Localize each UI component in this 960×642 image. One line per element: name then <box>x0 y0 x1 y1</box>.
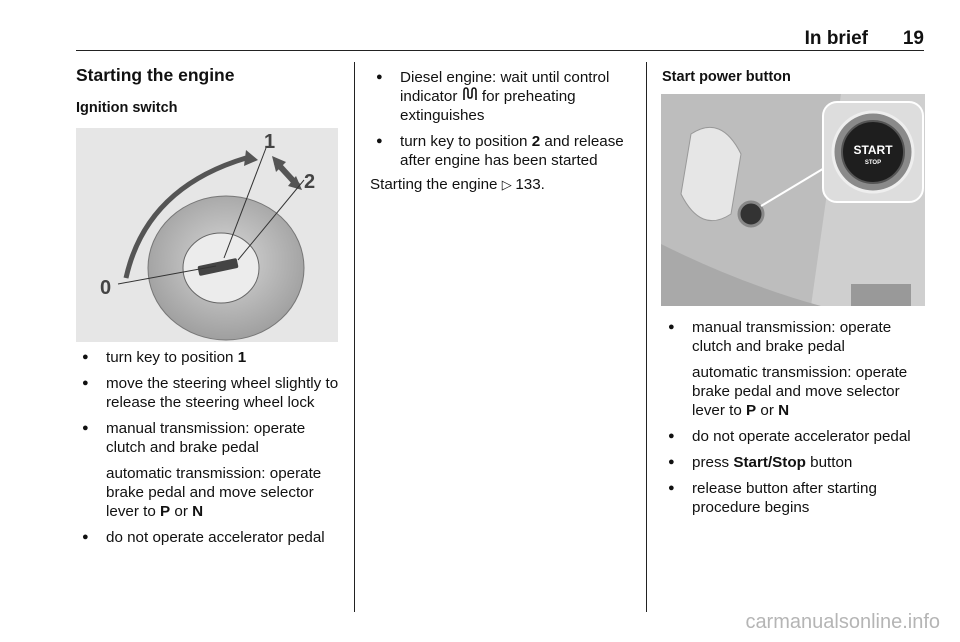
page-reference-link[interactable]: 133. <box>515 176 545 194</box>
start-button-illustration <box>661 94 925 306</box>
list-item: ● Diesel engine: wait until control indicator for preheating extinguishes <box>370 68 638 125</box>
section-heading: Starting the engine <box>76 65 235 85</box>
ignition-switch-heading: Ignition switch <box>76 100 178 116</box>
section-title: In brief <box>804 28 868 49</box>
stop-label: STOP <box>864 160 882 166</box>
column-divider-1 <box>354 62 355 612</box>
position-1-label: 1 <box>264 131 276 153</box>
list-item: ● manual transmission: operate clutch and brake pedal automatic transmission: operate brake pedal and move selector lever to P or N <box>76 419 344 521</box>
list-item: ● manual transmission: operate clutch and brake pedal automatic transmission: operate brake pedal and move selector lever to P or N <box>662 318 926 420</box>
list-item: ● release button after starting procedure begins <box>662 479 926 517</box>
watermark: carmanualsonline.info <box>745 611 940 633</box>
column-3-list <box>662 318 926 524</box>
column-3 <box>662 68 924 87</box>
start-label: START <box>853 143 893 157</box>
position-2-label: 2 <box>304 171 316 193</box>
list-item: ● press Start/Stop button <box>662 453 926 472</box>
start-power-button-heading: Start power button <box>662 69 791 85</box>
column-divider-2 <box>646 62 647 612</box>
page-header <box>76 28 924 50</box>
arrow-reference-icon: ▷ <box>501 177 516 193</box>
list-item: ● turn key to position 2 and release after engine has been started <box>370 132 638 170</box>
list-item: ● turn key to position 1 <box>76 348 344 367</box>
list-item: ● move the steering wheel slightly to release the steering wheel lock <box>76 374 344 412</box>
position-0-label: 0 <box>100 277 112 299</box>
column-1 <box>76 66 342 118</box>
header-rule <box>76 50 924 51</box>
preheating-coil-icon <box>462 87 478 106</box>
cross-reference: Starting the engine ▷ 133. <box>370 176 545 194</box>
list-item: ● do not operate accelerator pedal <box>76 528 344 547</box>
sub-paragraph: automatic transmission: operate brake pedal and move selector lever to P or N <box>106 465 322 520</box>
column-1-list <box>76 348 344 554</box>
list-item: ● do not operate accelerator pedal <box>662 427 926 446</box>
column-2 <box>370 68 638 194</box>
sub-paragraph: automatic transmission: operate brake pedal and move selector lever to P or N <box>692 364 908 419</box>
page-number: 19 <box>902 28 924 49</box>
ignition-switch-illustration <box>76 128 338 342</box>
